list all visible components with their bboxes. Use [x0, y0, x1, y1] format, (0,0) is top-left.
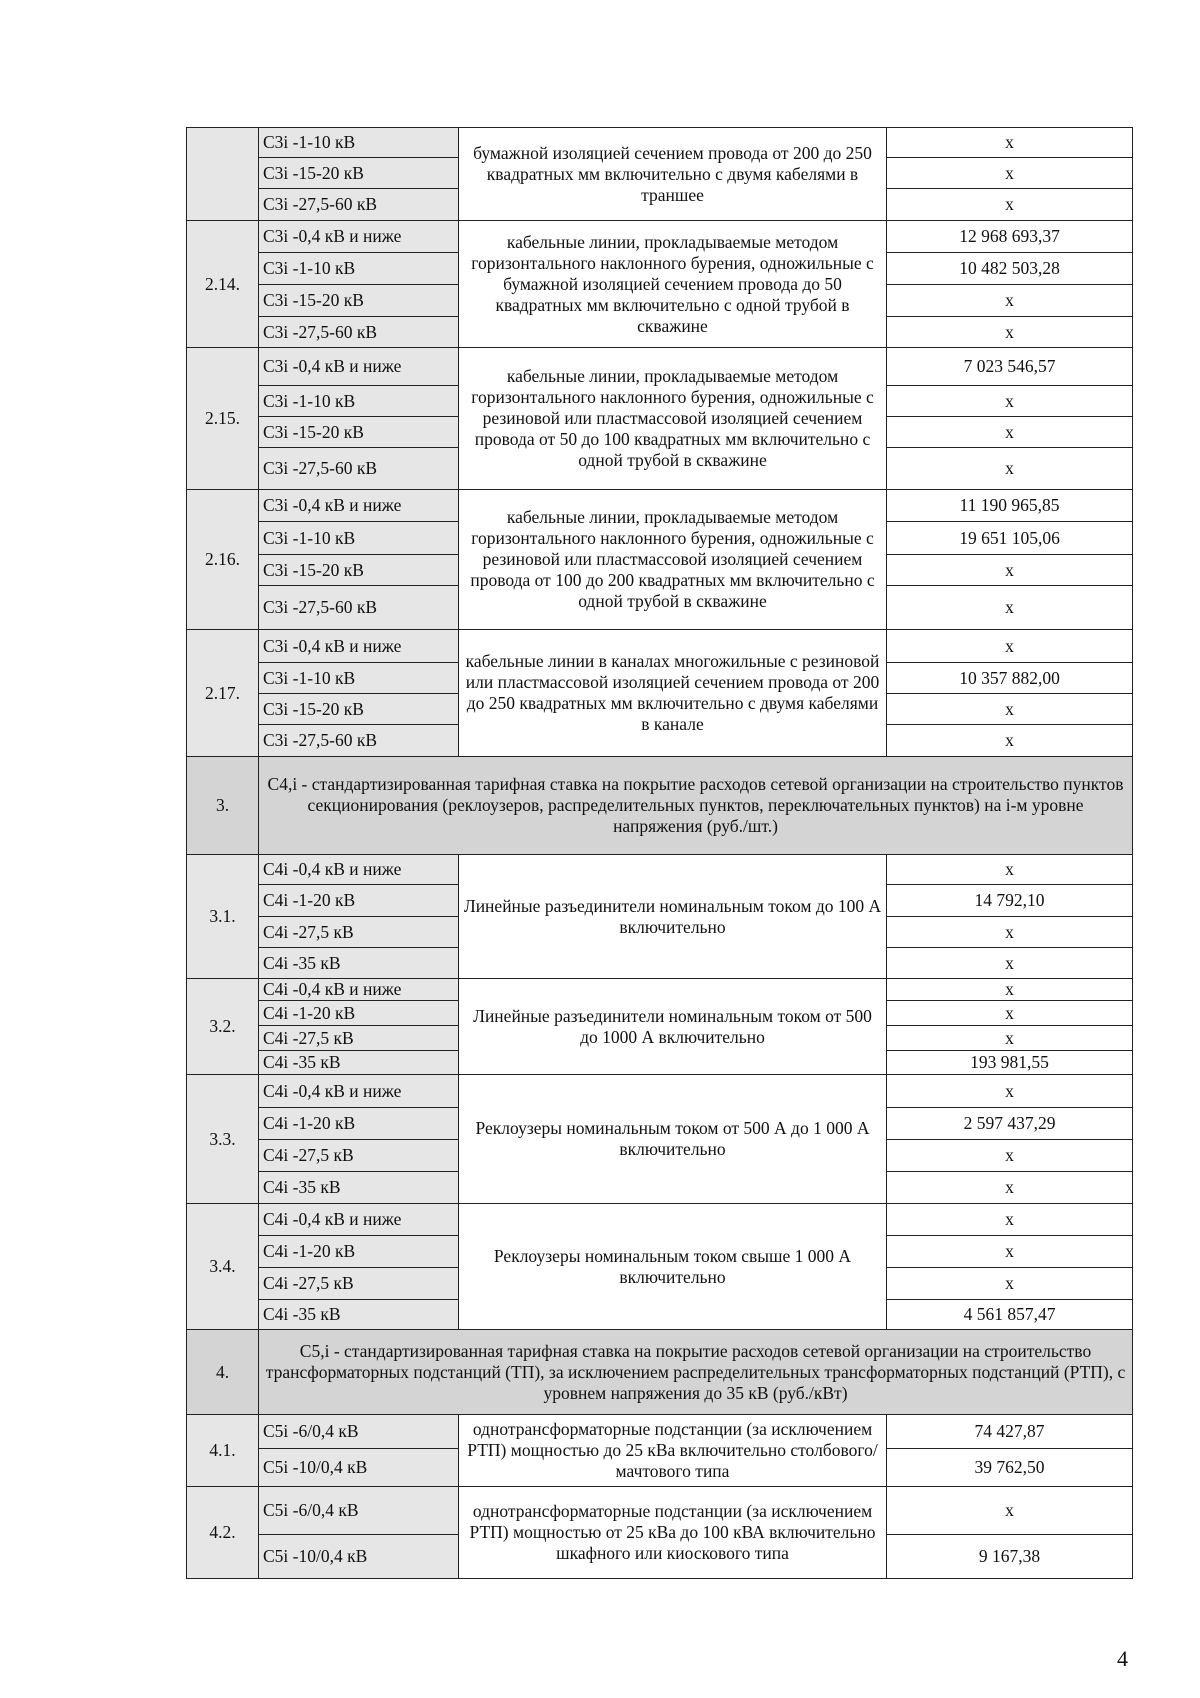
rate-value: 7 023 546,57 — [887, 348, 1133, 386]
row-number: 4.2. — [187, 1487, 259, 1579]
row-description: однотрансформаторные подстанции (за исключением РТП) мощностью от 25 кВа до 100 кВА включительно шкафного или киоскового типа — [459, 1487, 887, 1579]
row-number: 2.16. — [187, 490, 259, 630]
voltage-code: С3i -1-10 кВ — [259, 663, 459, 694]
rate-value: x — [887, 630, 1133, 663]
rate-value: 74 427,87 — [887, 1415, 1133, 1449]
rate-value: x — [887, 386, 1133, 417]
tariff-table — [186, 127, 1133, 1579]
voltage-code: С4i -27,5 кВ — [259, 1140, 459, 1172]
rate-value: x — [887, 1268, 1133, 1300]
rate-value: x — [887, 948, 1133, 979]
voltage-code: С5i -10/0,4 кВ — [259, 1449, 459, 1487]
row-description: Реклоузеры номинальным током свыше 1 000 А включительно — [459, 1204, 887, 1330]
table-row — [187, 221, 1133, 253]
rate-value: 10 357 882,00 — [887, 663, 1133, 694]
table-row — [187, 348, 1133, 386]
row-number: 3.2. — [187, 979, 259, 1075]
rate-value: 12 968 693,37 — [887, 221, 1133, 253]
row-number: 3.3. — [187, 1075, 259, 1204]
section-number: 3. — [187, 757, 259, 855]
section-title: С5,i - стандартизированная тарифная ставка на покрытие расходов сетевой организации на строительство трансформаторных подстанций (ТП), за исключением распределительных трансформаторных подстанций (РТП), с уровнем напряжения до 35 кВ (руб./кВт) — [259, 1330, 1133, 1415]
voltage-code: С3i -0,4 кВ и ниже — [259, 221, 459, 253]
rate-value: x — [887, 917, 1133, 948]
table-row — [187, 1487, 1133, 1535]
voltage-code: С3i -15-20 кВ — [259, 158, 459, 189]
row-number: 2.14. — [187, 221, 259, 348]
voltage-code: С3i -27,5-60 кВ — [259, 725, 459, 757]
rate-value: 9 167,38 — [887, 1535, 1133, 1579]
voltage-code: С5i -6/0,4 кВ — [259, 1415, 459, 1449]
rate-value: 14 792,10 — [887, 885, 1133, 917]
rate-value: x — [887, 1172, 1133, 1204]
row-description: Линейные разъединители номинальным током до 100 А включительно — [459, 855, 887, 979]
table-row — [187, 1204, 1133, 1236]
rate-value: 19 651 105,06 — [887, 522, 1133, 555]
row-description: кабельные линии, прокладываемые методом горизонтального наклонного бурения, одножильные с резиновой или пластмассовой изоляцией сечением провода от 100 до 200 квадратных мм включительно с одной трубой в скважине — [459, 490, 887, 630]
row-description: кабельные линии, прокладываемые методом горизонтального наклонного бурения, одножильные с бумажной изоляцией сечением провода до 50 квадратных мм включительно с одной трубой в скважине — [459, 221, 887, 348]
voltage-code: С3i -15-20 кВ — [259, 285, 459, 317]
voltage-code: С4i -35 кВ — [259, 1172, 459, 1204]
voltage-code: С3i -27,5-60 кВ — [259, 586, 459, 630]
row-number: 2.17. — [187, 630, 259, 757]
rate-value: x — [887, 1026, 1133, 1051]
voltage-code: С3i -15-20 кВ — [259, 417, 459, 448]
voltage-code: С4i -27,5 кВ — [259, 1026, 459, 1051]
voltage-code: С4i -35 кВ — [259, 948, 459, 979]
row-number: 2.15. — [187, 348, 259, 490]
voltage-code: С4i -1-20 кВ — [259, 1236, 459, 1268]
row-description: Линейные разъединители номинальным током от 500 до 1000 А включительно — [459, 979, 887, 1075]
section-number: 4. — [187, 1330, 259, 1415]
voltage-code: С3i -27,5-60 кВ — [259, 448, 459, 490]
rate-value: 2 597 437,29 — [887, 1108, 1133, 1140]
rate-value: 11 190 965,85 — [887, 490, 1133, 522]
row-description: кабельные линии, прокладываемые методом горизонтального наклонного бурения, одножильные с резиновой или пластмассовой изоляцией сечением провода от 50 до 100 квадратных мм включительно с одной трубой в скважине — [459, 348, 887, 490]
rate-value: x — [887, 1001, 1133, 1026]
row-description: бумажной изоляцией сечением провода от 200 до 250 квадратных мм включительно с двумя кабелями в траншее — [459, 128, 887, 221]
section-row — [187, 757, 1133, 855]
rate-value: x — [887, 1236, 1133, 1268]
table-row — [187, 490, 1133, 522]
rate-value: 39 762,50 — [887, 1449, 1133, 1487]
page-number: 4 — [1117, 1646, 1128, 1671]
voltage-code: С3i -1-10 кВ — [259, 522, 459, 555]
section-row — [187, 1330, 1133, 1415]
rate-value: x — [887, 855, 1133, 885]
voltage-code: С4i -1-20 кВ — [259, 885, 459, 917]
rate-value: x — [887, 694, 1133, 725]
rate-value: 4 561 857,47 — [887, 1300, 1133, 1330]
table-row — [187, 1415, 1133, 1449]
row-description: кабельные линии в каналах многожильные с резиновой или пластмассовой изоляцией сечением провода от 200 до 250 квадратных мм включительно с двумя кабелями в канале — [459, 630, 887, 757]
rate-value: x — [887, 448, 1133, 490]
voltage-code: С4i -35 кВ — [259, 1300, 459, 1330]
table-row — [187, 979, 1133, 1001]
table-row — [187, 1075, 1133, 1108]
rate-value: x — [887, 158, 1133, 189]
rate-value: x — [887, 1204, 1133, 1236]
table-row — [187, 855, 1133, 885]
rate-value: x — [887, 1140, 1133, 1172]
voltage-code: С4i -0,4 кВ и ниже — [259, 979, 459, 1001]
voltage-code: С4i -35 кВ — [259, 1051, 459, 1075]
voltage-code: С3i -1-10 кВ — [259, 253, 459, 285]
section-title: С4,i - стандартизированная тарифная ставка на покрытие расходов сетевой организации на строительство пунктов секционирования (реклоузеров, распределительных пунктов, переключательных пунктов) на i-м уровне напряжения (руб./шт.) — [259, 757, 1133, 855]
rate-value: x — [887, 285, 1133, 317]
rate-value: 10 482 503,28 — [887, 253, 1133, 285]
table-row — [187, 630, 1133, 663]
voltage-code: С3i -15-20 кВ — [259, 694, 459, 725]
voltage-code: С3i -0,4 кВ и ниже — [259, 490, 459, 522]
voltage-code: С3i -1-10 кВ — [259, 128, 459, 158]
rate-value: x — [887, 128, 1133, 158]
rate-value: x — [887, 725, 1133, 757]
voltage-code: С4i -0,4 кВ и ниже — [259, 855, 459, 885]
voltage-code: С3i -0,4 кВ и ниже — [259, 630, 459, 663]
rate-value: x — [887, 979, 1133, 1001]
voltage-code: С4i -0,4 кВ и ниже — [259, 1204, 459, 1236]
voltage-code: С4i -0,4 кВ и ниже — [259, 1075, 459, 1108]
voltage-code: С4i -1-20 кВ — [259, 1108, 459, 1140]
voltage-code: С4i -27,5 кВ — [259, 1268, 459, 1300]
voltage-code: С3i -15-20 кВ — [259, 555, 459, 586]
table-row — [187, 128, 1133, 158]
rate-value: x — [887, 586, 1133, 630]
row-number: 3.1. — [187, 855, 259, 979]
voltage-code: С3i -1-10 кВ — [259, 386, 459, 417]
row-number: 3.4. — [187, 1204, 259, 1330]
row-number: 4.1. — [187, 1415, 259, 1487]
voltage-code: С5i -6/0,4 кВ — [259, 1487, 459, 1535]
rate-value: x — [887, 1487, 1133, 1535]
rate-value: 193 981,55 — [887, 1051, 1133, 1075]
voltage-code: С3i -27,5-60 кВ — [259, 317, 459, 348]
voltage-code: С3i -0,4 кВ и ниже — [259, 348, 459, 386]
rate-value: x — [887, 189, 1133, 221]
row-number — [187, 128, 259, 221]
voltage-code: С3i -27,5-60 кВ — [259, 189, 459, 221]
voltage-code: С5i -10/0,4 кВ — [259, 1535, 459, 1579]
row-description: Реклоузеры номинальным током от 500 А до 1 000 А включительно — [459, 1075, 887, 1204]
voltage-code: С4i -27,5 кВ — [259, 917, 459, 948]
rate-value: x — [887, 317, 1133, 348]
rate-value: x — [887, 555, 1133, 586]
rate-value: x — [887, 1075, 1133, 1108]
rate-value: x — [887, 417, 1133, 448]
voltage-code: С4i -1-20 кВ — [259, 1001, 459, 1026]
row-description: однотрансформаторные подстанции (за исключением РТП) мощностью до 25 кВа включительно столбового/мачтового типа — [459, 1415, 887, 1487]
